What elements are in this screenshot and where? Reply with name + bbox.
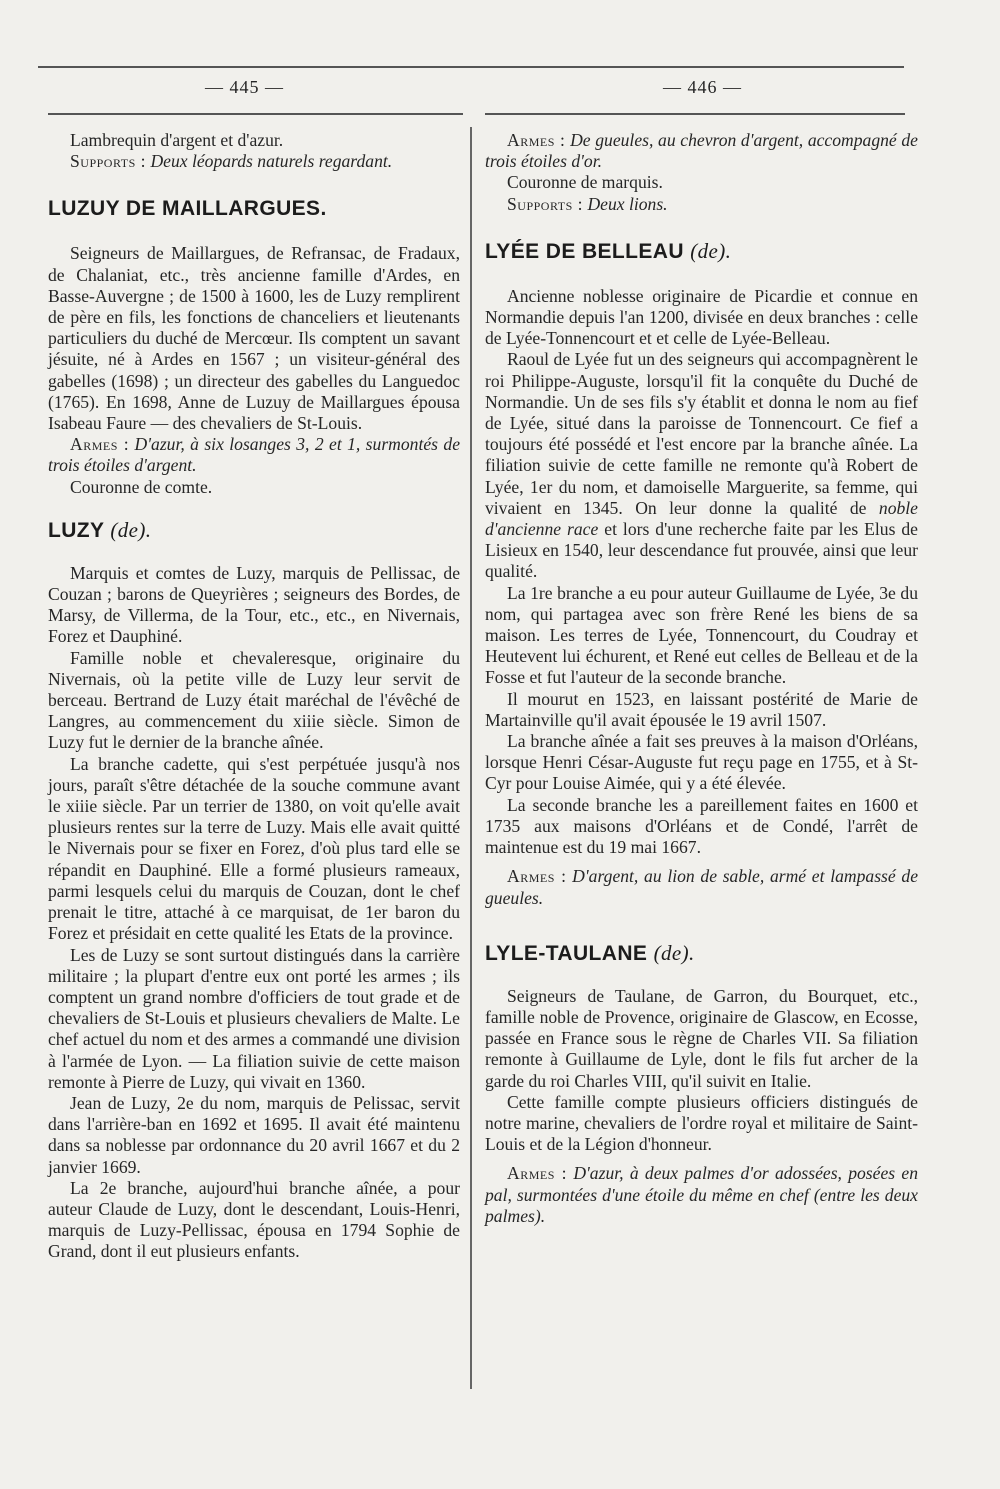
lyee-p2-italic: noble d'ancienne race — [485, 497, 918, 540]
lyle-armes — [485, 1163, 918, 1227]
lyee-p2-a: Raoul de Lyée fut un des seigneurs qui accompagnèrent le roi Philippe-Auguste, lorsqu'il fit la conquête du Duché de Normandie. Un de ses fils s'y établit et donna le nom au fief de Lyée, situé dans la paroisse de Tonnencourt. Ce fief a toujours été possédé et l'est encore par la branche aînée. La filiation suivie de cette famille ne remonte qu'à Robert de Lyée, 1er du nom, et damoiselle Marguerite, sa femme, qui vivaient en 1345. On leur donne la qualité de — [485, 349, 918, 518]
column-divider — [470, 127, 472, 1389]
luzuy-armes — [48, 434, 460, 476]
luzy-paragraph-1: Marquis et comtes de Luzy, marquis de Pellissac, de Couzan ; barons de Queyrières ; seigneurs des Bordes, de Marsy, de Villerma, de la Tour, etc., etc., en Nivernais, Forez et Dauphiné. — [48, 562, 460, 647]
supports-line — [48, 151, 460, 172]
page-number-left: — 445 — — [205, 77, 284, 97]
lyee-paragraph-2 — [485, 349, 918, 582]
supports-text: Deux léopards naturels regardant. — [146, 151, 393, 172]
top-armes-line — [485, 130, 918, 172]
lyee-p2-b: et lors d'une recherche faite par les Elus de Lisieux en 1540, leur descendance fut prouvée, ainsi que leur qualité. — [485, 519, 918, 582]
lyle-armes-label: Armes : — [507, 1163, 568, 1184]
lambrequin-line: Lambrequin d'argent et d'azur. — [70, 130, 284, 150]
right-header-rule — [485, 113, 905, 115]
left-column — [48, 130, 460, 1263]
lyle-paragraph-1: Seigneurs de Taulane, de Garron, du Bourquet, etc., famille noble de Provence, originaire de Glascow, en Ecosse, passée en France sous le règne de Charles VII. Sa filiation remonte à Guillaume de Lyle, dont le fils fut archer de la garde du roi Charles VIII, qu'il suivit en Italie. — [485, 985, 918, 1091]
lyee-paragraph-1: Ancienne noblesse originaire de Picardie et connue en Normandie depuis l'an 1200, divisée en deux branches : celle de Lyée-Tonnencourt et et celle de Lyée-Belleau. — [485, 285, 918, 349]
lyee-armes-label: Armes : — [507, 866, 567, 887]
luzuy-armes-text: D'azur, à six losanges 3, 2 et 1, surmontés de trois étoiles d'argent. — [48, 434, 461, 476]
top-rule — [38, 66, 904, 68]
lyee-paragraph-5: La branche aînée a fait ses preuves à la maison d'Orléans, lorsque Henri César-Auguste fut reçu page en 1755, et à St-Cyr pour Louise Aimée, qui y a été élevée. — [485, 731, 918, 794]
top-supports-text: Deux lions. — [583, 193, 668, 214]
heading-luzuy-de-maillargues: LUZUY DE MAILLARGUES. — [48, 197, 327, 221]
lyle-title: LYLE-TAULANE — [485, 941, 648, 965]
top-couronne-line: Couronne de marquis. — [507, 172, 663, 193]
heading-lyee-de-belleau — [485, 239, 918, 264]
top-supports-line — [485, 194, 918, 215]
luzuy-paragraph: Seigneurs de Maillargues, de Refransac, de Fradaux, de Chalaniat, etc., très ancienne famille d'Ardes, en Basse-Auvergne ; de 1500 à 1600, les de Luzy remplirent de père en fils, les fonctions de chanceliers et lieutenants particuliers du duché de Mercœur. Ils comptent un savant jésuite, né à Ardes en 1567 ; un visiteur-général des gabelles (1698) ; un directeur des gabelles du Languedoc (1765). En 1698, Anne de Luzuy de Maillargues épousa Isabeau Faure — des chevaliers de St-Louis. — [48, 243, 460, 434]
luzy-paragraph-4: Les de Luzy se sont surtout distingués dans la carrière militaire ; la plupart d'entre eux ont porté les armes ; ils comptent un grand nombre d'officiers de tout grade et de chevaliers de St-Louis et plusieurs chevaliers de Malte. Le chef actuel du nom et des armes a commandé une division à l'armée de Lyon. — La filiation suivie de cette maison remonte à Pierre de Luzy, qui vivait en 1360. — [48, 944, 460, 1092]
supports-label: Supports : — [70, 151, 147, 172]
lyee-title: LYÉE DE BELLEAU — [485, 239, 684, 263]
luzuy-couronne: Couronne de comte. — [70, 476, 213, 497]
luzy-paragraph-5: Jean de Luzy, 2e du nom, marquis de Pelissac, servit dans l'arrière-ban en 1692 et 1695. Il avait été maintenu dans sa noblesse par ordonnance du 20 avril 1667 et du 2 janvier 1669. — [48, 1092, 460, 1177]
heading-lyle-taulane — [485, 941, 918, 966]
lyee-paragraph-4: Il mourut en 1523, en laissant postérité de Marie de Martainville qu'il avait épousée le 19 avril 1507. — [485, 688, 918, 730]
luzy-paragraph-6: La 2e branche, aujourd'hui branche aînée, a pour auteur Claude de Luzy, dont le descendant, Louis-Henri, marquis de Luzy-Pellissac, épousa en 1794 Sophie de Grand, dont il eut plusieurs enfants. — [48, 1177, 460, 1262]
luzuy-armes-label: Armes : — [70, 434, 130, 455]
top-armes-label: Armes : — [507, 130, 566, 150]
lyle-title-de: (de). — [653, 940, 695, 965]
lyle-paragraph-2: Cette famille compte plusieurs officiers distingués de notre marine, chevaliers de l'ordre royal et militaire de Saint-Louis et de la Légion d'honneur. — [485, 1091, 918, 1155]
lyee-paragraph-6: La seconde branche les a pareillement faites en 1600 et 1735 aux maisons d'Orléans et de Condé, l'arrêt de maintenue est du 19 mai 1667. — [485, 794, 918, 858]
heading-luzy — [48, 518, 460, 543]
luzy-paragraph-2: Famille noble et chevaleresque, originaire du Nivernais, où la petite ville de Luzy leur servit de berceau. Bertrand de Luzy était maréchal de l'évêché de Langres, au commencement du xiiie siècle. Simon de Luzy fut le dernier de la branche aînée. — [48, 647, 460, 753]
luzy-title: LUZY — [48, 518, 105, 542]
lyee-armes-text: D'argent, au lion de sable, armé et lampassé de gueules. — [485, 866, 919, 908]
lyle-armes-text: D'azur, à deux palmes d'or adossées, posées en pal, surmontées d'une étoile du même en chef (entre les deux palmes). — [485, 1163, 919, 1226]
luzy-title-de: (de). — [110, 517, 152, 542]
right-column — [485, 130, 918, 1227]
lyee-armes — [485, 866, 918, 908]
top-armes-text: De gueules, au chevron d'argent, accompagné de trois étoiles d'or. — [485, 130, 918, 172]
top-supports-label: Supports : — [507, 193, 584, 214]
lyee-title-de: (de). — [690, 238, 732, 263]
page-number-right: — 446 — — [663, 77, 742, 97]
left-header-rule — [48, 113, 463, 115]
lyee-paragraph-3: La 1re branche a eu pour auteur Guillaume de Lyée, 3e du nom, qui partagea avec son frère René les biens de sa maison. Les terres de Lyée, Tonnencourt, du Coudray et Heutevent lui échurent, et René eut celles de Belleau et de la Fosse et fut l'auteur de la seconde branche. — [485, 582, 918, 688]
luzy-paragraph-3: La branche cadette, qui s'est perpétuée jusqu'à nos jours, paraît s'être détachée de la souche commune avant le xiiie siècle. Par un terrier de 1380, on voit qu'elle avait plusieurs rentes sur la terre de Luzy. Mais elle avait quitté le Nivernais pour se fixer en Forez, d'où plus tard elle se répandit en Dauphiné. Elle a formé plusieurs rameaux, parmi lesquels celui du marquis de Couzan, dont le chef prenait le titre, attaché à ce marquisat, de 1er baron du Forez et présidait en cette qualité les Etats de la province. — [48, 753, 460, 944]
